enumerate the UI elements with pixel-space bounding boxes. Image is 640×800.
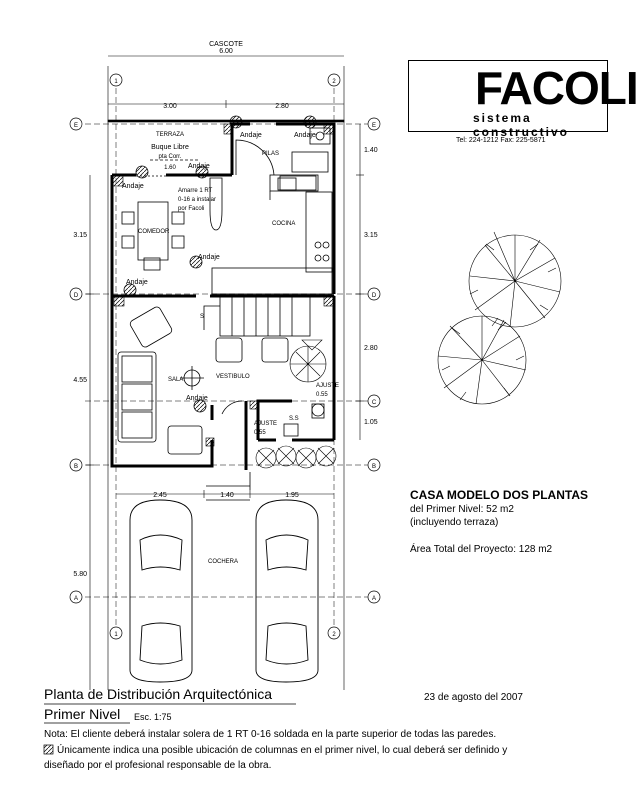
axis-row-e-left: E bbox=[73, 123, 79, 129]
room-comedor: COMEDOR bbox=[138, 229, 170, 235]
room-terraza: TERRAZA bbox=[155, 132, 185, 138]
ajuste-dim-1: 0.55 bbox=[316, 392, 328, 398]
andaje-label-5: Andaje bbox=[198, 254, 220, 261]
axis-row-a-left: A bbox=[73, 596, 79, 602]
note-amarre-3: por Facoli bbox=[178, 206, 205, 212]
dim-right-0: 1.40 bbox=[364, 147, 378, 154]
dim-right-1: 3.15 bbox=[364, 232, 378, 239]
summary-title: CASA MODELO DOS PLANTAS bbox=[410, 488, 589, 502]
column-legend-swatch bbox=[44, 745, 53, 754]
axis-row-c-right: C bbox=[371, 400, 377, 406]
axis-row-e-right: E bbox=[371, 123, 377, 129]
note-amarre-1: Amarre 1 RT bbox=[178, 188, 213, 194]
andaje-label-4: Andaje bbox=[188, 163, 210, 170]
room-pilas: PILAS bbox=[262, 151, 280, 157]
andaje-label-7: Andaje bbox=[186, 395, 208, 402]
axis-row-d-left: D bbox=[73, 293, 79, 299]
axis-row-b-left: B bbox=[73, 464, 79, 470]
andaje-label-6: Andaje bbox=[126, 279, 148, 286]
top-label: CASCOTE bbox=[209, 41, 243, 48]
footer-note2a: Únicamente indica una posible ubicación de columnas en el primer nivel, lo cual deberá ser definido y bbox=[57, 745, 508, 756]
axis-row-d-right: D bbox=[371, 293, 377, 299]
andaje-label-3: Andaje bbox=[122, 183, 144, 190]
brand-name: FACOLI bbox=[475, 62, 638, 114]
dim-bottom-1: 1.40 bbox=[220, 492, 234, 499]
dim-top-1: 2.80 bbox=[275, 103, 289, 110]
room-ss: S.S bbox=[289, 416, 299, 422]
dim-left-0: 3.15 bbox=[73, 232, 87, 239]
dim-left-1: 4.55 bbox=[73, 377, 87, 384]
footer-note2b: diseñado por el profesional responsable de la obra. bbox=[44, 760, 272, 771]
andaje-label-1: Andaje bbox=[240, 132, 262, 139]
note-amarre-2: 0-16 a instalar bbox=[178, 197, 217, 203]
footer-subtitle: Primer Nivel bbox=[44, 706, 121, 722]
axis-col-2-top: 2 bbox=[332, 79, 336, 85]
dim-right-2: 2.80 bbox=[364, 345, 378, 352]
note-buque-dim: 1.60 bbox=[164, 165, 176, 171]
ajuste-dim-2: 0.55 bbox=[254, 430, 266, 436]
room-vestibulo: VESTIBULO bbox=[216, 374, 250, 380]
brand-tagline: sistema constructivo bbox=[473, 111, 570, 139]
axis-col-2-bottom: 2 bbox=[332, 632, 336, 638]
stair-label: S bbox=[200, 314, 205, 320]
room-cochera: COCHERA bbox=[208, 559, 239, 565]
dim-top-0: 3.00 bbox=[163, 103, 177, 110]
room-cocina: COCINA bbox=[272, 221, 296, 227]
summary-total: Área Total del Proyecto: 128 m2 bbox=[410, 544, 553, 555]
brand-phones: Tel: 224-1212 Fax: 225-5871 bbox=[456, 137, 546, 144]
axis-row-a-right: A bbox=[371, 596, 377, 602]
note-buque-1: Buque Libre bbox=[151, 144, 189, 151]
summary-line2: (incluyendo terraza) bbox=[410, 517, 499, 528]
footer-note1: Nota: El cliente deberá instalar solera de 1 RT 0-16 soldada en la parte superior de todas las paredes. bbox=[44, 729, 497, 740]
facoli-logo bbox=[408, 60, 638, 139]
axis-col-1-bottom: 1 bbox=[114, 632, 118, 638]
dim-left-2: 5.80 bbox=[73, 571, 87, 578]
top-dim: 6.00 bbox=[219, 48, 233, 55]
dim-bottom-2: 1.95 bbox=[285, 492, 299, 499]
footer-scale: Esc. 1:75 bbox=[134, 712, 172, 722]
dim-bottom-0: 2.45 bbox=[153, 492, 167, 499]
summary-line1: del Primer Nivel: 52 m2 bbox=[410, 504, 514, 515]
note-buque-2: pta Corr. bbox=[158, 154, 182, 160]
dim-right-3: 1.05 bbox=[364, 419, 378, 426]
axis-col-1-top: 1 bbox=[114, 79, 118, 85]
ajuste-label-2: AJUSTE bbox=[254, 421, 278, 427]
axis-row-b-right: B bbox=[371, 464, 377, 470]
footer-date: 23 de agosto del 2007 bbox=[424, 692, 523, 703]
andaje-label-2: Andaje bbox=[294, 132, 316, 139]
ajuste-label-1: AJUSTE bbox=[316, 383, 340, 389]
room-sala: SALA bbox=[168, 377, 184, 383]
footer-title: Planta de Distribución Arquitectónica bbox=[44, 686, 273, 702]
